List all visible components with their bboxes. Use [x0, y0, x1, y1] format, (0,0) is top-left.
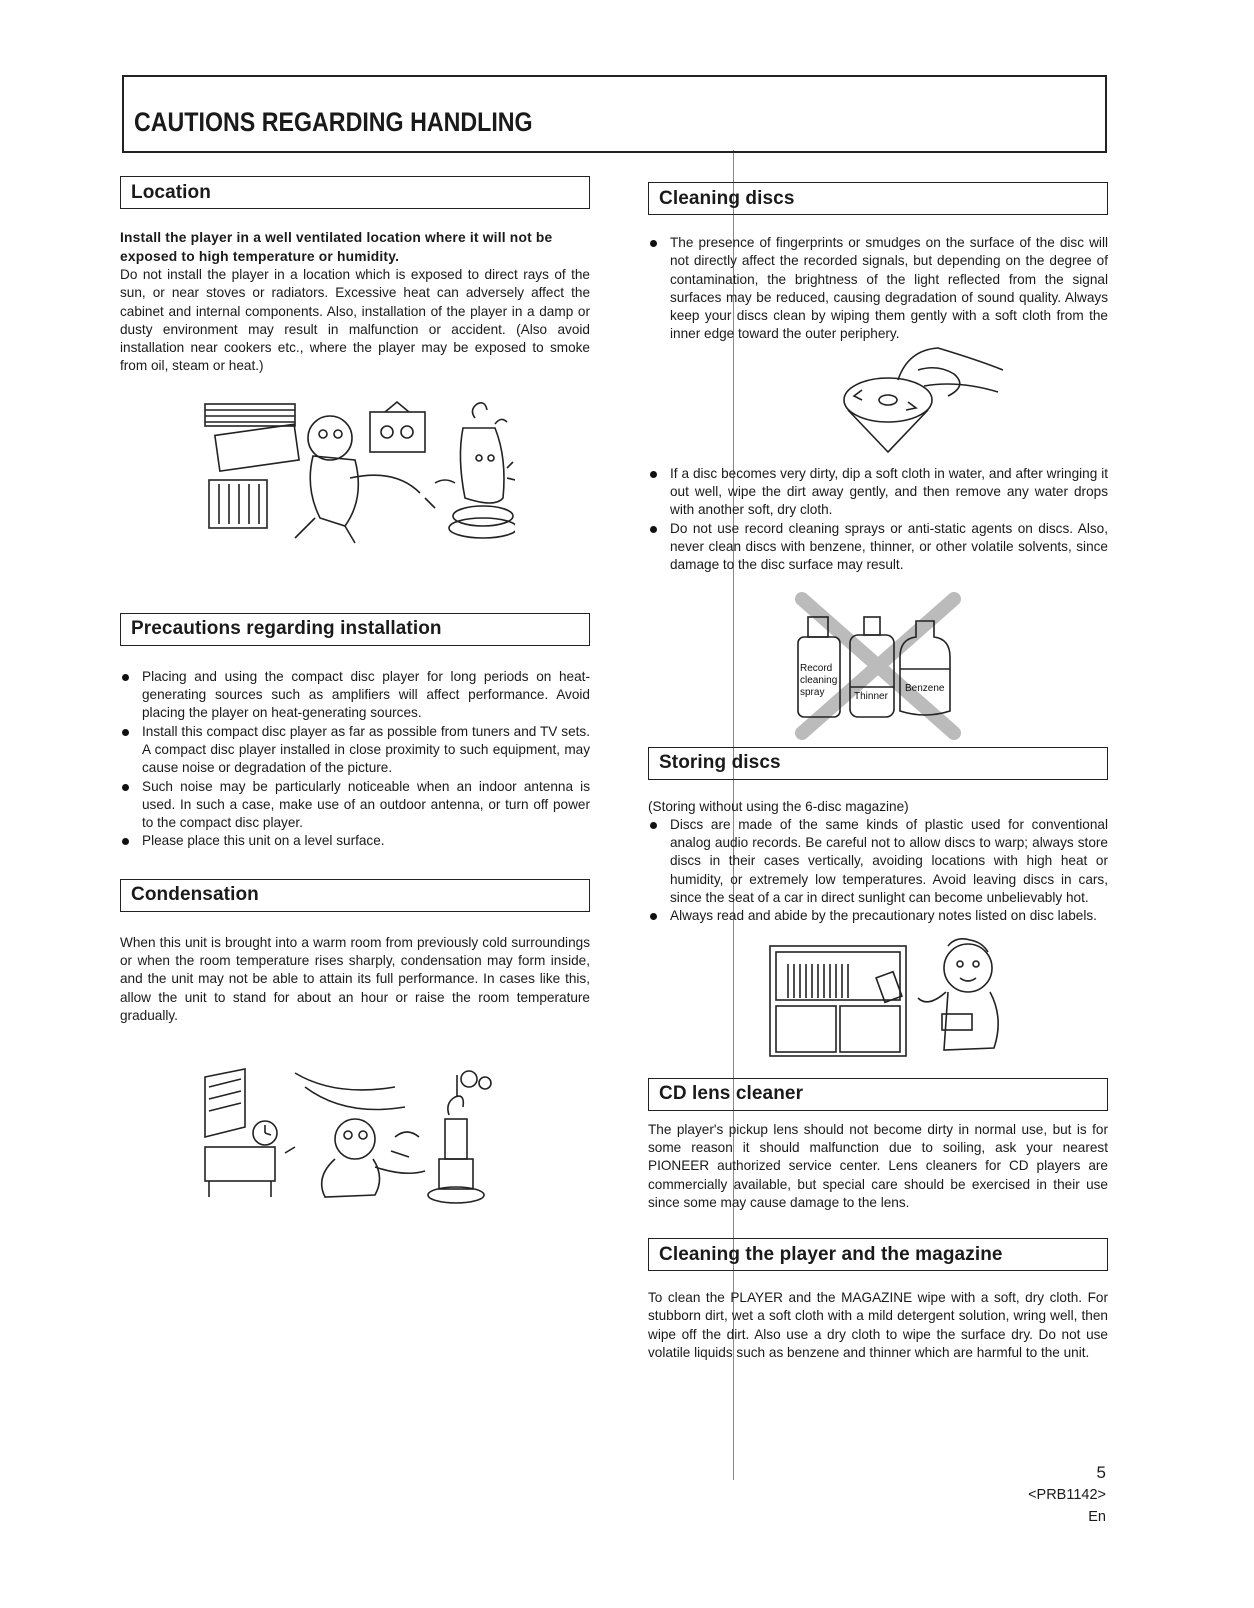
record-spray-label-1: Record — [800, 662, 833, 674]
precautions-heading: Precautions regarding installation — [131, 618, 442, 640]
cleaning-discs-list-2 — [648, 465, 1108, 575]
section-heading-condensation — [120, 879, 590, 912]
storing-note: (Storing without using the 6-disc magazine) — [648, 798, 909, 814]
list-item: Discs are made of the same kinds of plastic used for conventional analog audio records. Be careful not to allow discs to warp; always store discs in their cases vertically, avoiding locations with high heat or humidity, or extremely low temperatures. Avoid leaving discs in cars, since the seat of a car in direct sunlight can become unbelievably hot. — [648, 816, 1108, 907]
list-item: Do not use record cleaning sprays or anti-static agents on discs. Also, never clean discs with benzene, thinner, or other volatile solvents, since damage to the disc surface may result. — [648, 520, 1108, 575]
lens-cleaner-body: The player's pickup lens should not become dirty in normal use, but is for some reason it should malfunction due to soiling, ask your nearest PIONEER authorized service center. Lens cleaners for CD players are commercially available, but special care should be exercised in their use since some may cause damage to the lens. — [648, 1121, 1108, 1210]
location-illustration — [195, 398, 515, 548]
benzene-label: Benzene — [905, 682, 945, 694]
title-box — [122, 75, 1107, 153]
section-heading-storing — [648, 747, 1108, 780]
list-item: The presence of fingerprints or smudges on the surface of the disc will not directly affect the recorded signals, but depending on the degree of contamination, the brightness of the light reflected from the signal surfaces may be reduced, causing degradation of sound quality. Always keep your discs clean by wiping them gently with a soft cloth from the inner edge toward the outer periphery. — [648, 234, 1108, 344]
list-item: Install this compact disc player as far as possible from tuners and TV sets. A compact disc player installed in close proximity to such equipment, may cause noise or degradation of the picture. — [120, 723, 590, 778]
list-item: Placing and using the compact disc player for long periods on heat-generating sources such as amplifiers will affect performance. Avoid placing the player on heat-generating sources. — [120, 668, 590, 723]
disc-wiping-illustration — [828, 340, 1008, 455]
storing-heading: Storing discs — [659, 752, 781, 774]
lens-cleaner-heading: CD lens cleaner — [659, 1083, 804, 1105]
list-item: Always read and abide by the precautionary notes listed on disc labels. — [648, 907, 1108, 925]
page-number: 5 — [1096, 1463, 1106, 1482]
section-heading-cleaning-discs — [648, 182, 1108, 215]
location-body: Do not install the player in a location which is exposed to direct rays of the sun, or near stoves or radiators. Excessive heat can adversely affect the cabinet and internal components. Also, installation of the player in a damp or dusty environment may result in malfunction or accident. (Also avoid installation near cookers etc., where the player may be exposed to smoke from oil, steam or heat.) — [120, 267, 590, 374]
thinner-label: Thinner — [854, 690, 888, 702]
language-code: En — [1088, 1509, 1106, 1525]
list-item: Please place this unit on a level surface. — [120, 832, 590, 850]
disc-storage-illustration — [768, 938, 1008, 1058]
record-spray-label-3: spray — [800, 686, 825, 698]
section-heading-lens-cleaner — [648, 1078, 1108, 1111]
do-not-use-solvents-illustration — [788, 591, 968, 741]
cleaning-player-heading: Cleaning the player and the magazine — [659, 1243, 1003, 1265]
section-heading-cleaning-player — [648, 1238, 1108, 1271]
precautions-list — [120, 668, 590, 851]
list-item: If a disc becomes very dirty, dip a soft cloth in water, and after wringing it out well, wipe the dirt away gently, and then remove any water drops with another soft, dry cloth. — [648, 465, 1108, 520]
cleaning-discs-heading: Cleaning discs — [659, 187, 795, 209]
condensation-illustration — [195, 1067, 515, 1207]
cleaning-player-body: To clean the PLAYER and the MAGAZINE wipe with a soft, dry cloth. For stubborn dirt, wet a soft cloth with a mild detergent solution, wring well, then wipe off the dirt. Also use a dry cloth to wipe the surface dry. Do not use volatile liquids such as benzene and thinner which are harmful to the unit. — [648, 1290, 1108, 1361]
storing-list — [648, 816, 1108, 926]
section-heading-precautions — [120, 613, 590, 646]
location-heading: Location — [131, 181, 211, 203]
condensation-heading: Condensation — [131, 884, 259, 906]
location-lead: Install the player in a well ventilated location where it will not be exposed to high temperature or humidity. — [120, 230, 553, 264]
section-heading-location — [120, 176, 590, 209]
condensation-body: When this unit is brought into a warm room from previously cold surroundings or when the room temperature rises sharply, condensation may form inside, and the unit may not be able to attain its full performance. In cases like this, allow the unit to stand for about an hour or raise the room temperature gradually. — [120, 934, 590, 1023]
record-spray-label-2: cleaning — [800, 674, 838, 686]
list-item: Such noise may be particularly noticeable when an indoor antenna is used. In such a case, make use of an outdoor antenna, or turn off power to the compact disc player. — [120, 778, 590, 833]
page-title: CAUTIONS REGARDING HANDLING — [134, 107, 533, 137]
left-column — [120, 176, 590, 1207]
model-code: <PRB1142> — [1028, 1487, 1106, 1503]
page-footer — [1028, 1462, 1106, 1528]
cleaning-discs-list-1 — [648, 234, 1108, 344]
right-column — [648, 176, 1108, 1362]
